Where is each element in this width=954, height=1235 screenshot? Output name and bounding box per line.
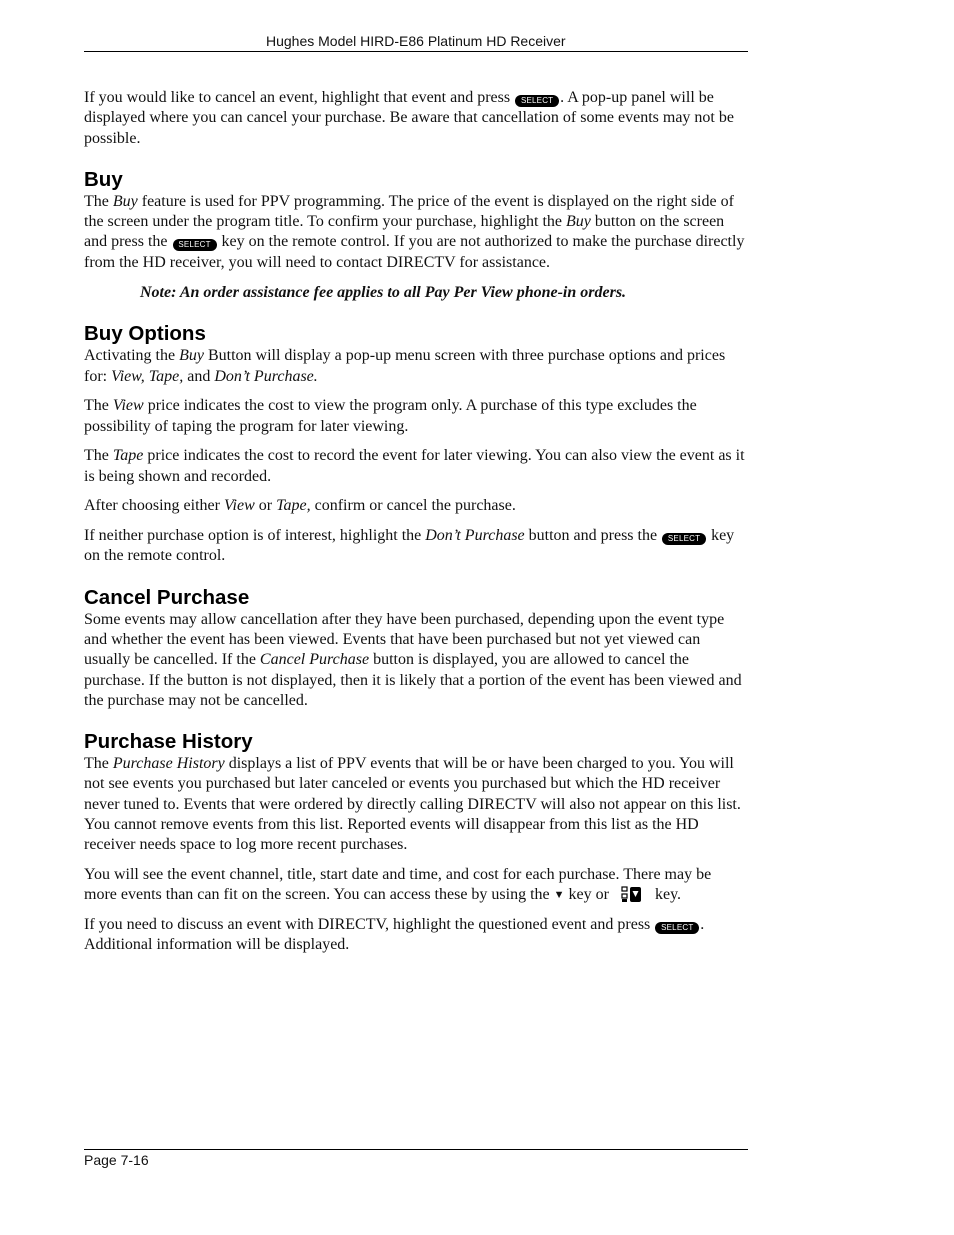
text: key on the remote control. [84,527,735,565]
text: The [84,397,113,415]
text: The [84,755,113,773]
select-key-icon: SELECT [662,533,706,545]
text: If neither purchase option is of interest, highlight the [84,527,426,545]
select-key-icon: SELECT [655,922,699,934]
select-key-icon: SELECT [173,239,217,251]
header-title: Hughes Model HIRD-E86 Platinum HD Receiver [266,33,566,49]
buy-options-paragraph-4 [84,496,748,516]
italic-text: Buy [112,192,138,210]
text: . Additional information will be displayed. [84,915,705,954]
section-heading-buy-options: Buy Options [84,322,206,346]
channel-down-key-icon [621,885,643,903]
buy-options-paragraph-5 [84,526,748,567]
text: price indicates the cost to record the event for later viewing. You can also view the event as it is being shown and recorded. [84,447,745,485]
section-heading-buy: Buy [84,167,123,191]
text: button on the screen and press the [84,213,725,251]
buy-options-paragraph-1 [84,346,748,387]
purchase-history-paragraph-3 [84,915,748,956]
italic-text: Don’t Purchase [425,527,525,545]
text: Some events may allow cancellation after they have been purchased, depending upon the event type and whether the event has been viewed. Events that have been purchased but not yet viewed can usually be cancelled. If the [84,610,725,669]
italic-text: View [112,397,144,415]
text: price indicates the cost to view the program only. A purchase of this type excludes the possibility of taping the program for later viewing. [84,397,697,435]
purchase-history-paragraph-2 [84,865,748,906]
italic-text: Buy [179,347,204,365]
text: key on the remote control. If you are not authorized to make the purchase directly from the HD receiver, you will need to contact DIRECTV for assistance. [84,233,745,271]
down-arrow-icon: ▼ [553,889,565,902]
italic-text: Purchase History [112,755,225,773]
text: displays a list of PPV events that will be or have been charged to you. You will not see events you purchased but later canceled or events you purchased but which the HD receiver never tuned to. Events that were ordered by directly calling DIRECTV will also not appear on this list. You cannot remove events from this list. Reported events will disappear from this list as the HD receiver needs space to log more recent purchases. [84,755,741,854]
buy-options-paragraph-2 [84,396,748,437]
italic-text: Tape [112,447,144,465]
page-footer [84,1149,748,1168]
section-heading-purchase-history: Purchase History [84,730,253,754]
text: and [183,367,215,385]
italic-text: Tape, [276,497,311,515]
page-content [84,88,748,965]
cancel-purchase-paragraph [84,610,748,711]
text: The [84,192,113,210]
text: or [254,497,277,515]
buy-paragraph [84,192,748,273]
text: Button will display a pop-up menu screen with three purchase options and prices for: [84,347,726,385]
text: confirm or cancel the purchase. [310,497,516,515]
section-heading-cancel-purchase: Cancel Purchase [84,585,250,609]
text: key. [650,886,682,904]
italic-text: Buy [566,213,591,231]
italic-text: Cancel Purchase [259,651,370,669]
text: If you would like to cancel an event, highlight that event and press [84,89,515,106]
text: feature is used for PPV programming. The price of the event is displayed on the right side of the screen under the program title. To confirm your purchase, highlight the [84,192,734,231]
intro-paragraph [84,88,748,149]
text: button is displayed, you are allowed to cancel the purchase. If the button is not displayed, then it is likely that a portion of the event has been viewed and the purchase may not be cancelled. [84,651,742,709]
purchase-history-paragraph-1 [84,754,748,855]
text: button and press the [524,527,662,545]
buy-note: Note: An order assistance fee applies to all Pay Per View phone-in orders. [140,284,627,302]
buy-options-paragraph-3 [84,446,748,487]
italic-text: View, Tape, [111,367,184,385]
text: key or [564,886,613,904]
text: You will see the event channel, title, start date and time, and cost for each purchase. There may be more events than can fit on the screen. You can access these by using the [84,865,712,904]
text: Activating the [84,347,180,365]
page-header [84,32,748,52]
italic-text: View [223,497,255,515]
select-key-icon: SELECT [515,95,559,107]
text: After choosing either [84,497,224,515]
text: The [84,447,113,465]
italic-text: Don’t Purchase. [214,367,318,385]
text: If you need to discuss an event with DIRECTV, highlight the questioned event and press [84,915,655,933]
page-number: Page 7-16 [84,1152,149,1168]
text: . A pop-up panel will be displayed where you can cancel your purchase. Be aware that cancellation of some events may not be possible. [84,89,734,147]
